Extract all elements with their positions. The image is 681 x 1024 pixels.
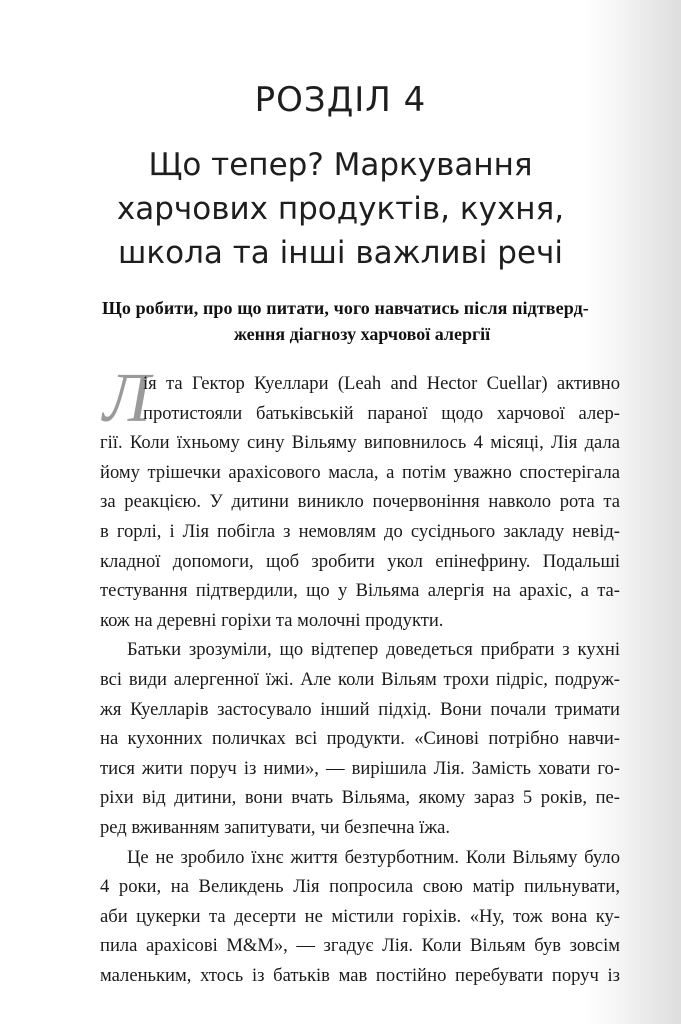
text-line: 4 роки, на Великдень Лія попросила свою матір пильнувати, (100, 876, 620, 898)
text-line: жя Куелларів застосувало інший підхід. Вони почали тримати (100, 698, 620, 720)
text-line: ріхи від дитини, вони вчать Вільяма, якому зараз 5 років, пе- (100, 787, 620, 809)
text-line: ред вживанням запитувати, чи безпечна їжа. (100, 816, 451, 838)
text-line: за реакцією. У дитини виникло почервоніння навколо рота та (100, 491, 620, 513)
chapter-title-line: Що тепер? Маркування (148, 147, 533, 183)
chapter-title (0, 143, 681, 275)
paragraph (100, 635, 620, 842)
subtitle-line: ження діагнозу харчової алергії (233, 324, 491, 344)
text-line: на кухонних поличках всі продукти. «Синові потрібно навчи- (100, 728, 620, 750)
chapter-title-line: харчових продуктів, кухня, (116, 191, 565, 227)
subtitle-line: Що робити, про що питати, чого навчатись після підтверд- (102, 298, 589, 318)
text-line: Це не зробило їхнє життя безтурботним. Коли Вільяму було (127, 846, 620, 868)
chapter-title-line: школа та інші важливі речі (118, 235, 563, 271)
text-line: маленьким, хтось із батьків мав постійно перебувати поруч із (100, 964, 620, 986)
text-line: тестування підтвердили, що у Вільяма алергія на арахіс, а та- (100, 580, 620, 602)
body-text (100, 360, 620, 990)
chapter-label: РОЗДІЛ 4 (254, 80, 427, 120)
text-line: йому трішечки арахісового масла, а потім уважно спостерігала (100, 461, 620, 483)
text-line: тися жити поруч із ними», — вирішила Лія. Замість ховати го- (100, 757, 620, 779)
drop-cap: Л (103, 360, 151, 437)
text-line: гії. Коли їхньому сину Вільяму виповнилось 4 місяці, Лія дала (100, 432, 620, 454)
text-line: всі види алергенної їжі. Але коли Вільям трохи підріс, подруж- (100, 668, 620, 690)
text-line: в горлі, і Лія побігла з немовлям до сусіднього закладу невід- (100, 520, 620, 542)
text-line: кож на деревні горіхи та молочні продукти. (100, 609, 444, 631)
text-line: аби цукерки та десерти не містили горіхів. «Ну, тож вона ку- (100, 905, 620, 927)
text-line: Батьки зрозуміли, що відтепер доведеться прибрати з кухні (127, 639, 620, 661)
text-line: ія та Гектор Куеллари (Leah and Hector Cuellar) активно (143, 373, 620, 394)
chapter-subtitle (102, 295, 622, 347)
paragraph (100, 843, 620, 991)
paragraph (100, 360, 620, 635)
text-line: протистояли батьківській параної щодо харчової алер- (143, 402, 620, 424)
text-line: кладної допомоги, щоб зробити укол епінефрину. Подальші (100, 550, 620, 572)
text-line: пила арахісові M&M», — згадує Лія. Коли Вільям був зовсім (100, 935, 620, 957)
